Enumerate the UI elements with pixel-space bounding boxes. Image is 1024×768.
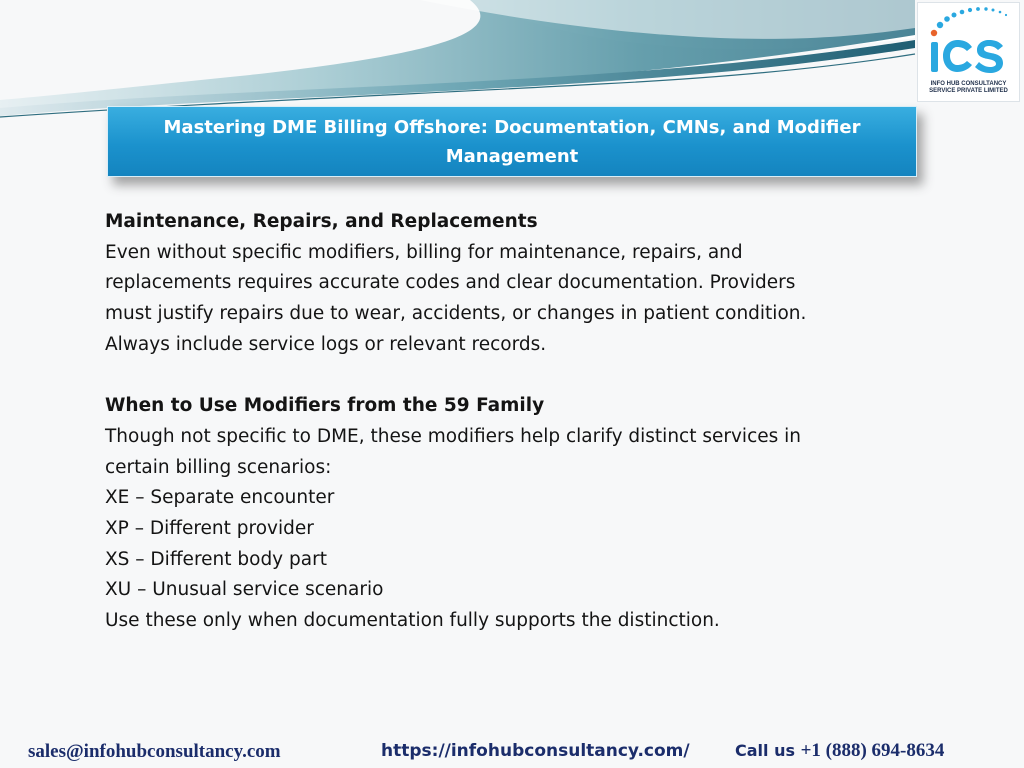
page-title: Mastering DME Billing Offshore: Documentation, CMNs, and Modifier Management bbox=[163, 116, 861, 167]
footer-website-link[interactable]: https://infohubconsultancy.com/ bbox=[381, 741, 690, 761]
paragraph-line: certain billing scenarios: bbox=[105, 456, 332, 478]
logo-company-name bbox=[918, 81, 1019, 95]
footer-email-link[interactable]: sales@infohubconsultancy.com bbox=[28, 741, 281, 762]
title-banner bbox=[107, 106, 917, 177]
logo-line-1: INFO HUB CONSULTANCY bbox=[930, 81, 1007, 87]
footer-phone[interactable] bbox=[735, 740, 944, 762]
paragraph-line: Though not specific to DME, these modifiers help clarify distinct services in bbox=[105, 425, 802, 447]
section-heading-maintenance: Maintenance, Repairs, and Replacements bbox=[105, 211, 538, 232]
modifier-item-xu: XU – Unusual service scenario bbox=[105, 579, 384, 601]
modifier-item-xp: XP – Different provider bbox=[105, 518, 314, 540]
company-logo bbox=[917, 2, 1020, 102]
paragraph-line: Use these only when documentation fully supports the distinction. bbox=[105, 610, 720, 632]
paragraph-line: replacements requires accurate codes and clear documentation. Providers bbox=[105, 272, 796, 294]
paragraph-line: Always include service logs or relevant records. bbox=[105, 333, 547, 355]
ics-logo-mark bbox=[918, 3, 1021, 81]
phone-number: +1 (888) 694-8634 bbox=[800, 740, 945, 761]
body-content bbox=[105, 207, 905, 637]
paragraph-line: Even without specific modifiers, billing for maintenance, repairs, and bbox=[105, 241, 743, 263]
logo-line-2: SERVICE PRIVATE LIMITED bbox=[929, 88, 1008, 94]
modifier-item-xe: XE – Separate encounter bbox=[105, 487, 335, 509]
section-spacer bbox=[105, 361, 905, 392]
section-heading-modifiers: When to Use Modifiers from the 59 Family bbox=[105, 395, 545, 417]
modifier-item-xs: XS – Different body part bbox=[105, 548, 327, 570]
paragraph-line: must justify repairs due to wear, accidents, or changes in patient condition. bbox=[105, 303, 807, 325]
call-label: Call us bbox=[735, 741, 795, 760]
